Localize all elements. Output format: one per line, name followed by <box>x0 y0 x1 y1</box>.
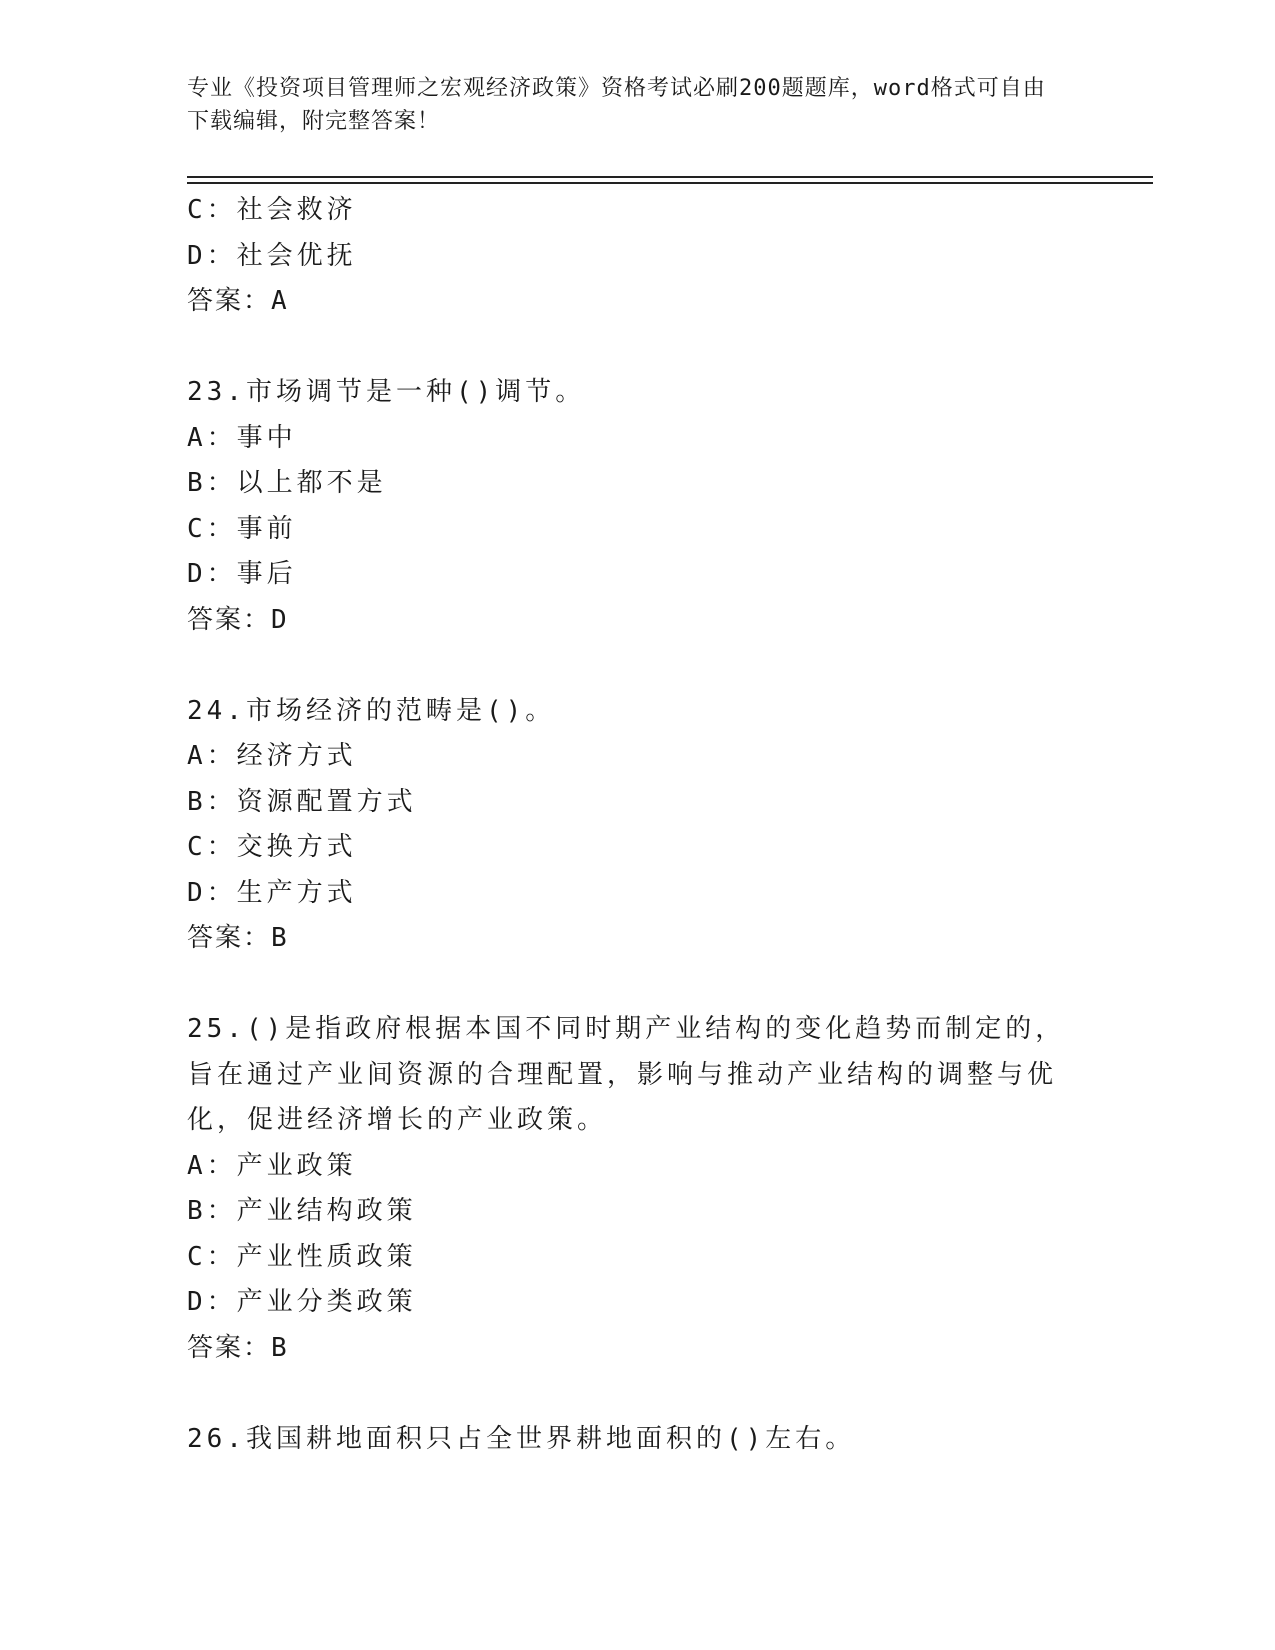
spacer <box>187 1371 1087 1417</box>
spacer <box>187 643 1087 689</box>
option-a: A：事中 <box>187 422 297 453</box>
option-b: B：产业结构政策 <box>187 1196 417 1226</box>
answer: 答案：B <box>187 1332 289 1363</box>
option-d: D：社会优抚 <box>187 240 357 271</box>
question-22-tail <box>187 188 1087 325</box>
question-stem: 26.我国耕地面积只占全世界耕地面积的()左右。 <box>187 1423 856 1454</box>
question-stem: 23.市场调节是一种()调节。 <box>187 377 586 407</box>
header-rule-top <box>187 176 1153 178</box>
option-d: D：产业分类政策 <box>187 1287 417 1317</box>
question-25 <box>187 1007 1087 1371</box>
question-list <box>187 188 1087 1462</box>
option-a: A：经济方式 <box>187 741 357 771</box>
option-c: C：事前 <box>187 513 297 544</box>
option-b: B：以上都不是 <box>187 468 387 498</box>
question-26 <box>187 1417 1087 1463</box>
spacer <box>187 325 1087 371</box>
option-c: C：社会救济 <box>187 195 357 225</box>
answer: 答案：A <box>187 286 289 316</box>
document-header: 专业《投资项目管理师之宏观经济政策》资格考试必刷200题题库，word格式可自由下载编辑，附完整答案！ <box>187 76 1046 134</box>
question-23 <box>187 370 1087 643</box>
answer: 答案：D <box>187 604 289 635</box>
question-stem: 24.市场经济的范畴是()。 <box>187 695 556 726</box>
header-rule-bottom <box>187 182 1153 184</box>
question-stem: 25.()是指政府根据本国不同时期产业结构的变化趋势而制定的，旨在通过产业间资源的合理配置，影响与推动产业结构的调整与优化，促进经济增长的产业政策。 <box>187 1014 1066 1135</box>
option-b: B：资源配置方式 <box>187 786 417 817</box>
question-24 <box>187 689 1087 962</box>
option-c: C：产业性质政策 <box>187 1241 417 1272</box>
answer: 答案：B <box>187 923 289 953</box>
option-d: D：事后 <box>187 559 297 589</box>
spacer <box>187 962 1087 1008</box>
option-d: D：生产方式 <box>187 877 357 908</box>
option-a: A：产业政策 <box>187 1150 357 1181</box>
option-c: C：交换方式 <box>187 832 357 862</box>
